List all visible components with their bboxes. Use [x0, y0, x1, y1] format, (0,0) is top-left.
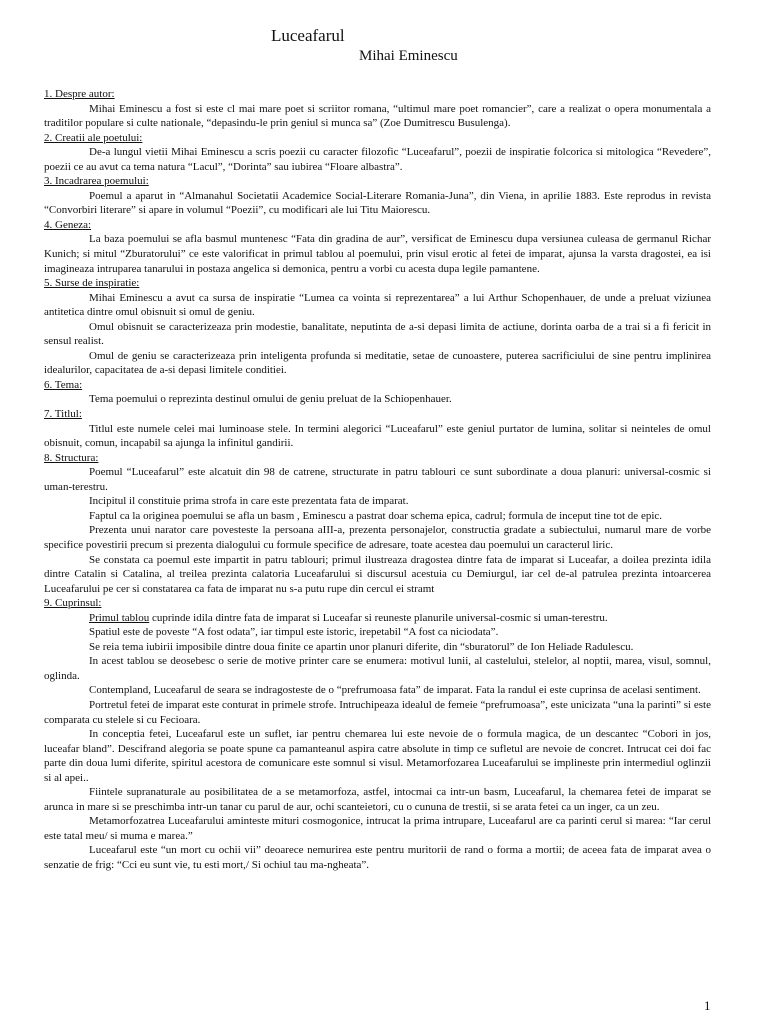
- paragraph: Fiintele supranaturale au posibilitatea de a se metamorfoza, astfel, intocmai ca intr-un basm, Luceafarul, la chemarea fetei de imparat se arunca in mare si se preschimba intr-un tanar cu parul de aur, ochi scanteietori, cu o cununa de trestii, si se arata fetei ca un inger, ca un zeu.: [44, 786, 711, 813]
- paragraph: Metamorfozatrea Luceafarului aminteste mituri cosmogonice, intrucat la prima intrupare, Luceafarul are ca parinti cerul si marea: “Iar cerul este tatal meu/ si muma e marea.”: [44, 815, 711, 842]
- paragraph: Contempland, Luceafarul de seara se indragosteste de o “prefrumoasa fata” de imparat. Fata la randul ei este cuprinsa de acelasi sentiment.: [89, 684, 701, 697]
- section-heading: 7. Titlul:: [44, 408, 82, 421]
- document-body: [44, 87, 711, 873]
- section-heading: 8. Structura:: [44, 451, 99, 464]
- page-number: 1: [704, 998, 711, 1013]
- paragraph: In conceptia fetei, Luceafarul este un suflet, iar pentru chemarea lui este nevoie de o formula magica, de un descantec “Cobori in jos, luceafar bland”. Descifrand alegoria se poate spune ca pamanteanul aspira catre absolute in timp ce sufletul are nevoie de concret. Intrucat cei doi fac parte din doua lumi diferite, spiritul acestora de comunicare este somnul si visul. Metamorfozarea Luceafarului se implineste prin intermediul oglinzii si al apei..: [44, 728, 711, 784]
- paragraph: Omul de geniu se caracterizeaza prin inteligenta profunda si meditatie, setae de cunoastere, puterea sacrificiului de sine pentru implinirea idealurilor, capacitatea de a-si depasi limitele conditiei.: [44, 349, 711, 377]
- document-title: Luceafarul: [271, 26, 345, 45]
- paragraph: Faptul ca la originea poemului se afla un basm , Eminescu a pastrat doar schema epica, cadrul; formula de inceput tine tot de epic.: [89, 509, 663, 522]
- paragraph: Tema poemului o reprezinta destinul omului de geniu preluat de la Schiopenhauer.: [89, 393, 452, 406]
- paragraph: Mihai Eminescu a avut ca sursa de inspiratie “Lumea ca vointa si reprezentarea” a lui Arthur Schopenhauer, de unde a preluat viziunea antitetica dintre omul obisnuit si omul de geniu.: [44, 291, 711, 319]
- paragraph-text: cuprinde idila dintre fata de imparat si Luceafar si reuneste planurile universal-cosmic si uman-terestru.: [149, 611, 608, 624]
- paragraph: La baza poemului se afla basmul muntenesc “Fata din gradina de aur”, versificat de Eminescu dupa versiunea culeasa de germanul Richar Kunich; si mitul “Zburatorului” ce este valorificat in primul tablou al poemului, prin visul erotic al fetei de imparat, ajunsa la varsta dragostei, ea isi imagineaza intruparea tanarului in postaza angelica si demonica, pentru a vorbi cu acesta dupa legile pamantene.: [44, 233, 711, 275]
- paragraph: In acest tablou se deosebesc o serie de motive printer care se enumera: motivul lunii, al castelului, stelelor, al noptii, marea, visul, somnul, oglinda.: [44, 655, 711, 682]
- paragraph: Titlul este numele celei mai luminoase stele. In termini alegorici “Luceafarul” este geniul purtator de lumina, solitar si neinteles de omul obisnuit, comun, incapabil sa ajunga la infinitul gandirii.: [44, 422, 711, 450]
- first-tableau-label: Primul tablou: [89, 611, 150, 624]
- paragraph: Poemul a aparut in “Almanahul Societatii Academice Social-Literare Romania-Juna”, din Viena, in aprilie 1883. Este reprodus in revista “Convorbiri literare” si apare in volumul “Poezii”, cu modificari ale lui Titu Maiorescu.: [44, 189, 711, 217]
- section-heading: 9. Cuprinsul:: [44, 597, 102, 610]
- paragraph: Incipitul il constituie prima strofa in care este prezentata fata de imparat.: [89, 495, 409, 508]
- paragraph: [44, 611, 711, 626]
- paragraph: Luceafarul este “un mort cu ochii vii” deoarece nemurirea este pentru muritorii de rand o forma a mortii; de aceea fata de imparat avea o senzatie de frig: “Cci eu sunt vie, tu esti mort,/ Si ochiul tau ma-ngheata”.: [44, 844, 711, 871]
- document-author: Mihai Eminescu: [359, 48, 458, 64]
- paragraph: Se reia tema iubirii imposibile dintre doua finite ce apartin unor planuri diferite, din “sburatorul” de Ion Heliade Radulescu.: [89, 640, 634, 653]
- paragraph: Spatiul este de poveste “A fost odata”, iar timpul este istoric, irepetabil “A fost ca niciodata”.: [89, 626, 499, 639]
- section-heading: 1. Despre autor:: [44, 88, 115, 100]
- paragraph: Omul obisnuit se caracterizeaza prin modestie, banalitate, neputinta de a-si depasi limita de actiune, dorinta oarba de a trai si a fi fericit in sensul realist.: [44, 320, 711, 348]
- section-heading: 6. Tema:: [44, 378, 83, 391]
- paragraph: Portretul fetei de imparat este conturat in primele strofe. Intruchipeaza idealul de femeie “prefrumoasa”, este unicizata “una la parinti” si este comparata cu stelele si cu Fecioara.: [44, 698, 711, 726]
- section-heading: 3. Incadrarea poemului:: [44, 175, 149, 188]
- section-heading: 2. Creatii ale poetului:: [44, 131, 143, 144]
- paragraph: Se constata ca poemul este impartit in patru tablouri; primul ilustreaza dragostea dintre fata de imparat si Luceafar, a doilea prezinta idila dintre Catalin si Catalina, al treilea prezinta calatoria Luceafarului si discursul acestuia cu Demiurgul, iar cel de-al patrulea prezinta intoarcerea Luceafarului pe cer si constatarea ca fata de imparat nu s-a putu rupe din cercul ei stramt: [44, 553, 711, 595]
- section-heading: 5. Surse de inspiratie:: [44, 277, 140, 290]
- paragraph: Poemul “Luceafarul” este alcatuit din 98 de catrene, structurate in patru tablouri ce sunt subordinate a doua planuri: universal-cosmic si uman-terestru.: [44, 466, 711, 493]
- paragraph: De-a lungul vietii Mihai Eminescu a scris poezii cu caracter filozofic “Luceafarul”, poezii de inspiratie folcorica si mitologica “Revedere”, poezii ce au avut ca tema natura “Lacul”, “Dorinta” sau iubirea “Floare albastra”.: [44, 146, 711, 173]
- section-heading: 4. Geneza:: [44, 218, 92, 231]
- paragraph: Mihai Eminescu a fost si este cl mai mare poet si scriitor romana, “ultimul mare poet romancier”, care a realizat o opera monumentala a traditilor populare si culte nationale, “depasindu-le prin geniul si munca sa” (Zoe Dumitrescu Busulenga).: [44, 102, 711, 130]
- paragraph: Prezenta unui narator care povesteste la persoana aIII-a, prezenta personajelor, constructia gradate a subiectului, numarul mare de vorbe specifice povestirii precum si prezenta dialogului cu formule specifice de adresare, toate acestea dau poemului un caracterul liric.: [44, 524, 711, 551]
